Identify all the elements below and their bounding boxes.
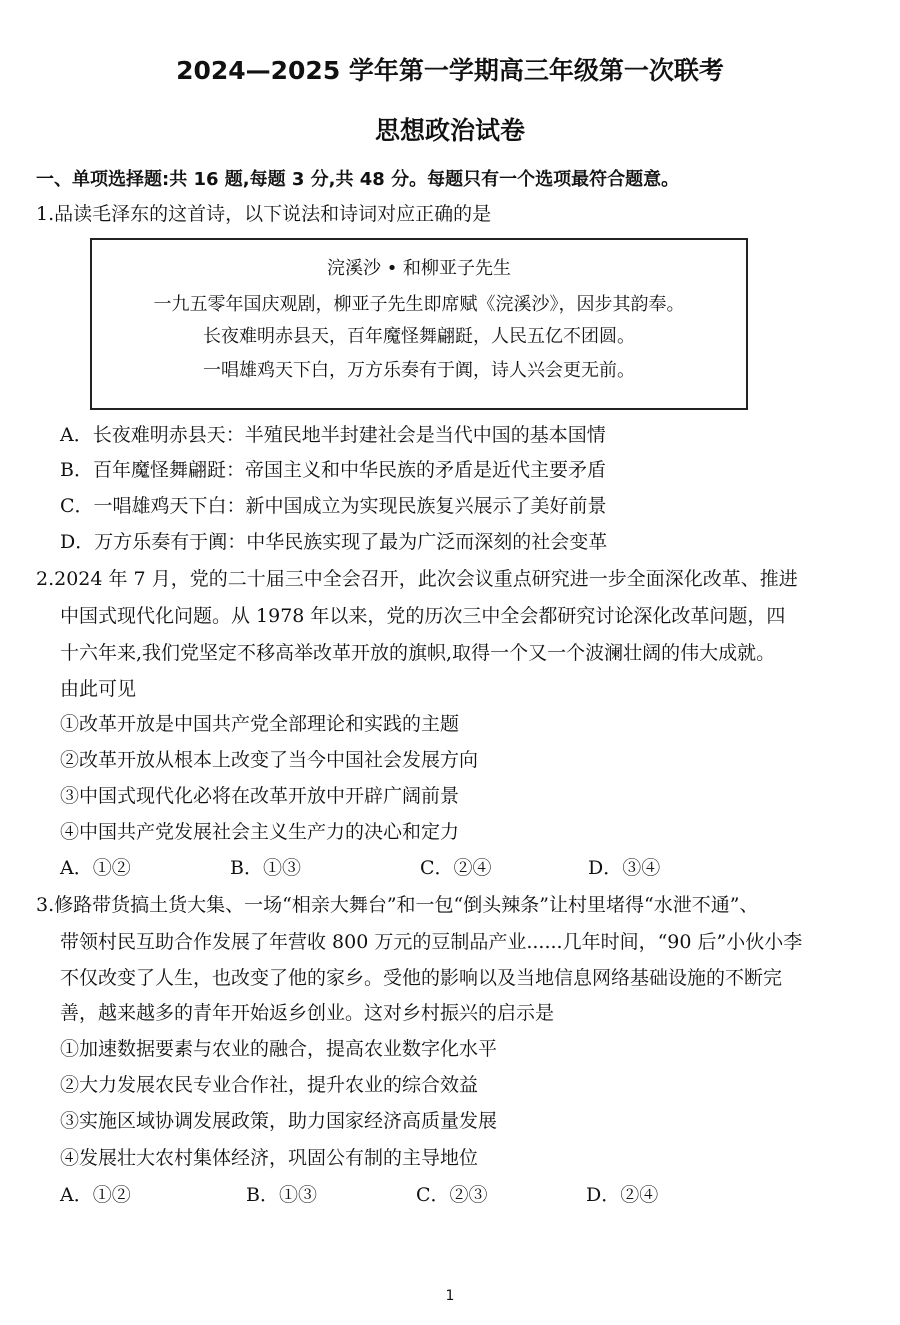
q1-option-c: C．一唱雄鸡天下白：新中国成立为实现民族复兴展示了美好前景 [60, 495, 607, 517]
poem-preface: 一九五零年国庆观剧，柳亚子先生即席赋《浣溪沙》，因步其韵奉。 [153, 294, 685, 315]
q1-option-b: B．百年魔怪舞翩跹：帝国主义和中华民族的矛盾是近代主要矛盾 [60, 459, 606, 481]
poem-box [90, 238, 748, 410]
q2-choice-c: C．②④ [420, 857, 492, 879]
q2-stem-line-4: 由此可见 [60, 678, 137, 700]
q2-stem-line-1: 2.2024 年 7 月，党的二十届三中全会召开，此次会议重点研究进一步全面深化改革、推进 [36, 568, 798, 590]
q3-stem-line-3: 不仅改变了人生，也改变了他的家乡。受他的影响以及当地信息网络基础设施的不断完 [60, 967, 783, 989]
q2-stem-line-2: 中国式现代化问题。从 1978 年以来，党的历次三中全会都研究讨论深化改革问题，四 [60, 605, 786, 627]
q3-choices [60, 1182, 658, 1208]
q3-stem-line-2: 带领村民互助合作发展了年营收 800 万元的豆制品产业......几年时间，“90 后”小伙小李 [60, 931, 803, 953]
q3-statement-4: ④发展壮大农村集体经济，巩固公有制的主导地位 [60, 1147, 479, 1169]
subject-title: 思想政治试卷 [374, 116, 525, 145]
q3-choice-c: C．②③ [416, 1184, 488, 1206]
q1-stem: 1.品读毛泽东的这首诗，以下说法和诗词对应正确的是 [36, 203, 492, 225]
q1-option-a: A．长夜难明赤县天：半殖民地半封建社会是当代中国的基本国情 [60, 424, 606, 446]
q2-stem-line-3: 十六年来,我们党坚定不移高举改革开放的旗帜,取得一个又一个波澜壮阔的伟大成就。 [60, 642, 776, 664]
q3-statement-3: ③实施区域协调发展政策，助力国家经济高质量发展 [60, 1110, 498, 1132]
page-number: 1 [445, 1288, 455, 1304]
q2-choice-d: D．③④ [588, 857, 661, 879]
q1-option-d: D．万方乐奏有于阗：中华民族实现了最为广泛而深刻的社会变革 [60, 531, 608, 553]
q2-statement-4: ④中国共产党发展社会主义生产力的决心和定力 [60, 821, 460, 843]
q2-choices [60, 855, 660, 881]
q2-statement-3: ③中国式现代化必将在改革开放中开辟广阔前景 [60, 785, 460, 807]
q3-choice-b: B．①③ [246, 1184, 317, 1206]
q3-choice-d: D．②④ [586, 1184, 659, 1206]
poem-title: 浣溪沙 • 和柳亚子先生 [326, 258, 512, 279]
section-heading: 一、单项选择题:共 16 题,每题 3 分,共 48 分。每题只有一个选项最符合题意。 [36, 169, 680, 190]
q2-statement-2: ②改革开放从根本上改变了当今中国社会发展方向 [60, 749, 479, 771]
q2-choice-a: A．①② [60, 857, 131, 879]
q3-choice-a: A．①② [60, 1184, 131, 1206]
q2-statement-1: ①改革开放是中国共产党全部理论和实践的主题 [60, 713, 460, 735]
poem-line-2: 一唱雄鸡天下白，万方乐奏有于阗，诗人兴会更无前。 [203, 360, 635, 381]
exam-title: 2024—2025 学年第一学期高三年级第一次联考 [176, 56, 724, 85]
q3-stem-line-4: 善，越来越多的青年开始返乡创业。这对乡村振兴的启示是 [60, 1002, 555, 1024]
q3-stem-line-1: 3.修路带货搞土货大集、一场“相亲大舞台”和一包“倒头辣条”让村里堵得“水泄不通”、 [36, 894, 759, 916]
q3-statement-1: ①加速数据要素与农业的融合，提高农业数字化水平 [60, 1038, 498, 1060]
poem-line-1: 长夜难明赤县天，百年魔怪舞翩跹，人民五亿不团圆。 [203, 326, 635, 347]
q3-statement-2: ②大力发展农民专业合作社，提升农业的综合效益 [60, 1074, 479, 1096]
q2-choice-b: B．①③ [230, 857, 301, 879]
